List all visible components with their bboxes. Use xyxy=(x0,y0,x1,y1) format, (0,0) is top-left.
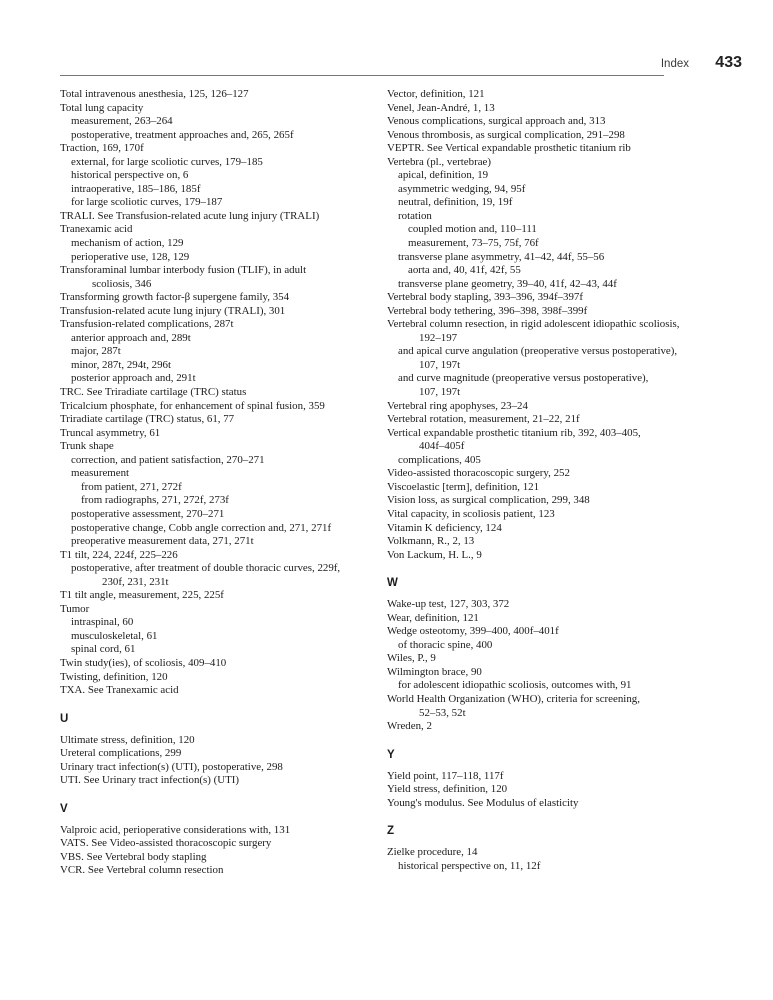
section-heading-w: W xyxy=(387,577,398,590)
index-entry: Wear, definition, 121 xyxy=(387,611,479,624)
index-entry: T1 tilt angle, measurement, 225, 225f xyxy=(60,589,224,602)
index-subentry: postoperative assessment, 270–271 xyxy=(71,507,225,520)
index-subentry: measurement, 263–264 xyxy=(71,115,173,128)
index-entry: TRALI. See Transfusion-related acute lung injury (TRALI) xyxy=(60,209,320,222)
index-entry: Vector, definition, 121 xyxy=(387,88,485,100)
index-entry: Wedge osteotomy, 399–400, 400f–401f xyxy=(387,625,559,638)
index-subentry: posterior approach and, 291t xyxy=(71,372,196,385)
index-entry: UTI. See Urinary tract infection(s) (UTI) xyxy=(60,774,240,787)
index-entry: Ultimate stress, definition, 120 xyxy=(60,733,195,746)
index-subentry: asymmetric wedging, 94, 95f xyxy=(398,182,526,195)
index-entry: Volkmann, R., 2, 13 xyxy=(387,535,475,548)
index-entry: Vitamin K deficiency, 124 xyxy=(387,521,502,534)
index-entry: Wake-up test, 127, 303, 372 xyxy=(387,598,510,611)
index-entry: TXA. See Tranexamic acid xyxy=(60,684,179,697)
index-entry-continuation: 192–197 xyxy=(419,331,458,344)
index-entry: Total lung capacity xyxy=(60,101,144,114)
index-entry: Vital capacity, in scoliosis patient, 123 xyxy=(387,507,555,520)
header-rule xyxy=(60,75,664,76)
index-entry: Truncal asymmetry, 61 xyxy=(60,426,161,439)
index-entry: World Health Organization (WHO), criteria for screening, xyxy=(387,692,640,705)
index-entry: Ureteral complications, 299 xyxy=(60,747,182,760)
index-entry: Venel, Jean-André, 1, 13 xyxy=(387,101,495,114)
index-entry: Transforming growth factor-β supergene family, 354 xyxy=(60,291,290,304)
index-subentry: correction, and patient satisfaction, 270–271 xyxy=(71,453,265,466)
index-entry: Transforaminal lumbar interbody fusion (TLIF), in adult xyxy=(60,264,307,277)
index-subentry: postoperative, after treatment of double thoracic curves, 229f, xyxy=(71,562,341,575)
index-entry: TRC. See Triradiate cartilage (TRC) status xyxy=(60,386,247,399)
index-entry: Traction, 169, 170f xyxy=(60,142,144,155)
index-entry: Transfusion-related complications, 287t xyxy=(60,318,234,331)
index-entry: Video-assisted thoracoscopic surgery, 252 xyxy=(387,467,570,480)
index-entry: Vertical expandable prosthetic titanium rib, 392, 403–405, xyxy=(387,426,641,439)
index-entry: Vertebra (pl., vertebrae) xyxy=(387,155,492,168)
index-subentry: preoperative measurement data, 271, 271t xyxy=(71,535,254,548)
section-heading-v: V xyxy=(60,802,68,815)
index-entry: Vertebral body stapling, 393–396, 394f–397f xyxy=(387,291,583,304)
index-entry-continuation: 404f–405f xyxy=(419,440,465,453)
index-entry: Total intravenous anesthesia, 125, 126–127 xyxy=(60,88,249,100)
index-subentry: perioperative use, 128, 129 xyxy=(71,250,190,263)
index-subentry: historical perspective on, 6 xyxy=(71,169,189,182)
index-entry: Vision loss, as surgical complication, 299, 348 xyxy=(387,494,590,507)
index-entry: VCR. See Vertebral column resection xyxy=(60,864,224,877)
index-subentry: mechanism of action, 129 xyxy=(71,237,184,250)
index-entry: Vertebral body tethering, 396–398, 398f–399f xyxy=(387,304,588,317)
index-column-left xyxy=(60,88,378,878)
index-subentry: from patient, 271, 272f xyxy=(81,480,182,493)
index-entry: Tricalcium phosphate, for enhancement of spinal fusion, 359 xyxy=(60,399,325,412)
index-entry: T1 tilt, 224, 224f, 225–226 xyxy=(60,548,178,561)
index-subentry: postoperative change, Cobb angle correction and, 271, 271f xyxy=(71,521,332,534)
index-subentry: spinal cord, 61 xyxy=(71,643,136,656)
index-entry: Vertebral ring apophyses, 23–24 xyxy=(387,399,528,412)
index-entry: Triradiate cartilage (TRC) status, 61, 77 xyxy=(60,413,235,426)
index-subentry: coupled motion and, 110–111 xyxy=(408,223,537,236)
index-entry: Tranexamic acid xyxy=(60,223,133,236)
index-entry: VATS. See Video-assisted thoracoscopic surgery xyxy=(60,837,272,850)
index-subentry: musculoskeletal, 61 xyxy=(71,629,158,642)
index-subentry: minor, 287t, 294t, 296t xyxy=(71,358,171,371)
index-subentry: and curve magnitude (preoperative versus postoperative), xyxy=(398,372,649,385)
index-entry: Vertebral column resection, in rigid adolescent idiopathic scoliosis, xyxy=(387,318,680,331)
index-subentry: transverse plane asymmetry, 41–42, 44f, 55–56 xyxy=(398,250,605,263)
index-entry: Tumor xyxy=(60,602,90,615)
index-entry: Twin study(ies), of scoliosis, 409–410 xyxy=(60,656,227,669)
index-subentry: major, 287t xyxy=(71,345,121,358)
index-entry: Vertebral rotation, measurement, 21–22, 21f xyxy=(387,413,580,426)
index-subentry: of thoracic spine, 400 xyxy=(398,638,493,651)
index-entry: Yield stress, definition, 120 xyxy=(387,783,508,796)
index-entry-continuation: 52–53, 52t xyxy=(419,706,466,719)
index-subentry: external, for large scoliotic curves, 179–185 xyxy=(71,155,263,168)
index-entry: Valproic acid, perioperative considerations with, 131 xyxy=(60,823,291,836)
index-entry: VEPTR. See Vertical expandable prosthetic titanium rib xyxy=(387,142,631,155)
index-entry-continuation: 107, 197t xyxy=(419,358,461,371)
index-entry: Urinary tract infection(s) (UTI), postoperative, 298 xyxy=(60,760,283,773)
index-entry-continuation: scoliosis, 346 xyxy=(92,277,152,290)
index-entry: Von Lackum, H. L., 9 xyxy=(387,548,482,561)
index-entry: Yield point, 117–118, 117f xyxy=(387,769,504,782)
index-subentry: transverse plane geometry, 39–40, 41f, 42–43, 44f xyxy=(398,277,617,290)
index-entry: Wiles, P., 9 xyxy=(387,652,436,665)
index-subentry: measurement xyxy=(71,467,130,480)
index-entry: Twisting, definition, 120 xyxy=(60,670,168,683)
index-entry: Venous complications, surgical approach and, 313 xyxy=(387,115,606,128)
index-entry: Zielke procedure, 14 xyxy=(387,846,478,859)
section-heading-u: U xyxy=(60,712,69,725)
index-entry: Young's modulus. See Modulus of elasticity xyxy=(387,796,579,809)
section-heading-z: Z xyxy=(387,825,395,838)
index-entry: Viscoelastic [term], definition, 121 xyxy=(387,480,540,493)
index-subentry: from radiographs, 271, 272f, 273f xyxy=(81,494,229,507)
index-entry: Venous thrombosis, as surgical complication, 291–298 xyxy=(387,128,625,141)
index-subentry: anterior approach and, 289t xyxy=(71,331,191,344)
index-subentry: complications, 405 xyxy=(398,453,481,466)
header-section-label: Index xyxy=(660,58,689,70)
index-entry: Wilmington brace, 90 xyxy=(387,665,482,678)
index-subentry: and apical curve angulation (preoperative versus postoperative), xyxy=(398,345,678,358)
index-column-right xyxy=(387,88,705,873)
index-subentry: aorta and, 40, 41f, 42f, 55 xyxy=(408,264,521,277)
index-subentry: for large scoliotic curves, 179–187 xyxy=(71,196,223,209)
index-entry: Transfusion-related acute lung injury (TRALI), 301 xyxy=(60,304,286,317)
index-entry: Trunk shape xyxy=(60,440,114,453)
index-entry: VBS. See Vertebral body stapling xyxy=(60,850,207,863)
index-subentry: historical perspective on, 11, 12f xyxy=(398,859,541,872)
index-entry: Wreden, 2 xyxy=(387,720,432,733)
index-entry-continuation: 230f, 231, 231t xyxy=(102,575,169,588)
index-subentry: for adolescent idiopathic scoliosis, outcomes with, 91 xyxy=(398,679,632,692)
section-heading-y: Y xyxy=(387,748,395,761)
running-header xyxy=(0,56,773,82)
index-subentry: rotation xyxy=(398,209,432,222)
index-subentry: apical, definition, 19 xyxy=(398,169,489,182)
index-subentry: measurement, 73–75, 75f, 76f xyxy=(408,237,539,250)
index-subentry: neutral, definition, 19, 19f xyxy=(398,196,513,209)
index-subentry: intraspinal, 60 xyxy=(71,616,134,629)
index-subentry: postoperative, treatment approaches and, 265, 265f xyxy=(71,128,294,141)
index-entry-continuation: 107, 197t xyxy=(419,386,461,399)
index-subentry: intraoperative, 185–186, 185f xyxy=(71,182,201,195)
page-number: 433 xyxy=(715,54,742,71)
